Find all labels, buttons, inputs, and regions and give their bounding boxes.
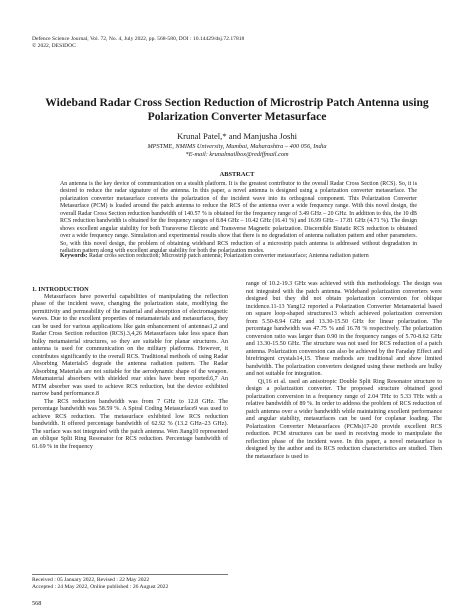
affiliation: MPSTME, NMIMS University, Mumbai, Maharashtra – 400 056, India bbox=[147, 143, 327, 150]
copyright-notice: © 2022, DESIDOC bbox=[32, 43, 76, 49]
keywords bbox=[60, 253, 417, 260]
intro-paragraph: Metasurfaces have powerful capabilities of manipulating the reflection phase of the incident wave, changing the polarization state, modifying the permittivity and permeability of the material and absorption of electromagnetic waves. Due to the excellent properties of metamaterials and metasurfaces, they can be used for various applications like gain enhancement of antennas1,2 and Radar Cross Section reduction (RCS).3,4,26 Metasurfaces take less space than bulky metamaterial structures, so they are suitable for planar structures. An antenna is used for communication on the military platforms. However, it contributes significantly to the overall RCS. Traditional methods of using Radar Absorbing Materials5 degrade the antenna radiation pattern. The Radar Absorbing Materials are not suitable for the aerodynamic shape of the weapon. Metamaterial absorbers with shielded rear sides have been reported.6,7 An MTM absorber was used to achieve RCS reduction, but the device exhibited narrow band performance.8 bbox=[32, 293, 228, 398]
left-column bbox=[32, 286, 228, 451]
footnote-divider bbox=[32, 574, 228, 575]
author-list: Krunal Patel,* and Manjusha Joshi bbox=[176, 131, 298, 141]
received-date: Received : 05 January 2022, Revised : 22 May 2022 bbox=[32, 577, 150, 583]
abstract-heading: ABSTRACT bbox=[219, 171, 255, 178]
right-column bbox=[246, 281, 442, 461]
title-line-1: Wideband Radar Cross Section Reduction of Microstrip Patch Antenna using bbox=[45, 96, 429, 109]
accepted-date: Accepted : 24 May 2022, Online published : 26 August 2022 bbox=[32, 584, 169, 590]
paper-title bbox=[20, 96, 454, 123]
keywords-text: Radar cross section reduction; Microstrip patch antenna; Polarization converter metasurface; Antenna radiation pattern bbox=[87, 253, 369, 259]
title-line-2: Polarization Converter Metasurface bbox=[147, 109, 327, 123]
keywords-label: Keywords: bbox=[60, 253, 88, 259]
section-heading-introduction: 1. INTRODUCTION bbox=[32, 286, 89, 293]
page-number: 568 bbox=[32, 600, 42, 607]
intro-paragraph: The RCS reduction bandwidth was from 7 GHz to 12.8 GHz. The percentage bandwidth was 58.59 %. A Spiral Coding Metasurface9 was used to achieve RCS reduction. The metasurface exhibited low RCS reduction bandwidth. It offered percentage bandwidth of 62.92 % (13.2 GHz–23 GHz). The surface was not integrated with the patch antenna. Wen Jiang10 represented an oblique Split Ring Resonator for RCS reduction. Percentage bandwidth of 61.69 % in the frequency bbox=[32, 398, 228, 450]
abstract-text: An antenna is the key device of communication on a stealth platform. It is the greatest contributor to the overall Radar Cross Section (RCS). So, it is desired to reduce the radar signature of the antenna. In this paper, a novel antenna is designed using a polarization converter metasurface. The polarization converter metasurface converts the polarization of the incident wave into its orthogonal component. This Polarization Converter Metasurface (PCM) is loaded around the patch antenna to reduce the RCS of the antenna over a wide frequency range. With this novel design, the overall Radar Cross Section reduction bandwidth of 140.57 % is obtained for the frequency range of 3.49 GHz – 20 GHz. In addition to this, the 10 dB RCS reduction bandwidth is obtained for the frequency ranges of 8.84 GHz – 10.42 GHz (16.41 %) and 16.99 GHz – 17.81 GHz (4.71 %). The design shows excellent angular stability for both Transverse Electric and Transverse Magnetic polarization. Discernible Bistatic RCS reduction is obtained over a wide frequency range. Simulation and experimental results show that there is no degradation of antenna radiation pattern and other parameters. So, with this novel design, the problem of obtaining wideband RCS reduction of a microstrip patch antenna is addressed without degradation in radiation pattern along with excellent angular stability for both the polarization modes. bbox=[60, 181, 417, 255]
intro-paragraph: range of 10.2-19.3 GHz was achieved with this methodology. The design was not integrated with the patch antenna. Wideband polarization converters were designed but they did not obtain polarization conversion for oblique incidence.11-13 Yang12 reported a Polarization Converter Metamaterial based on square loop-shaped structures13 which achieved polarization conversion from 5.50-8.94 GHz and 13.30-15.50 GHz for linear polarization. The percentage bandwidth was 47.75 % and 16.78 % respectively. The polarization conversion ratio was larger than 0.90 in the frequency ranges of 5.70-8.62 GHz and 13.30-15.50 GHz. The structure was not used for RCS reduction of a patch antenna. Polarization conversion can also be achieved by the Faraday Effect and birefringent crystals14,15. These methods are traditional and show limited bandwidth. The polarization converters designed using these methods are bulky and not suitable for integration. bbox=[246, 281, 442, 378]
journal-citation: Defence Science Journal, Vol. 72, No. 4, July 2022, pp. 568-580, DOI : 10.14429/dsj.72.17818 bbox=[32, 36, 245, 42]
intro-paragraph: Qi,16 et al. used an anisotropic Double Split Ring Resonator structure to design a polarization converter. The proposed structure obtained good polarization conversion in a frequency range of 2.04 THz to 5.33 THz with a relative bandwidth of 89 %. In order to address the problem of RCS reduction of patch antenna over a wider bandwidth while maintaining excellent performance and angular stability, metasurfaces can be used for coplanar loading. The Polarization Converter Metasurfaces (PCMs)17-20 provide excellent RCS reduction. PCM structures can be used in receiving mode to manipulate the reflection phase of the incident wave. In this paper, a novel metasurface is designed by the author and its RCS reduction characteristics are studied. Then the metasurface is used to bbox=[246, 378, 442, 460]
contact-email: *E-mail: krunalmailbox@rediffmail.com bbox=[185, 151, 289, 158]
